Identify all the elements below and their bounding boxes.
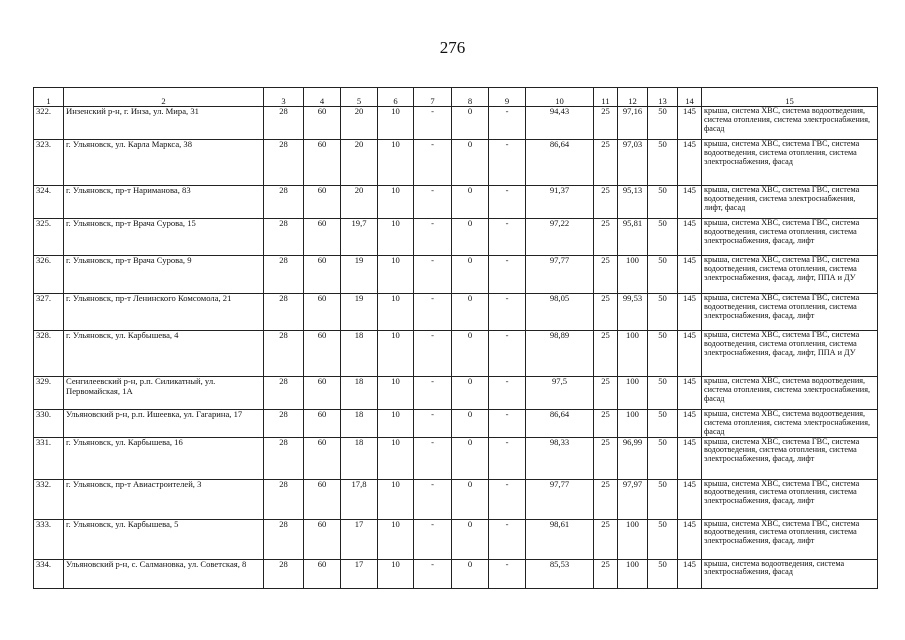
works-cell: крыша, система ХВС, система ГВС, система водоотведения, система отопления, система электроснабжения, фасад, лифт [702, 294, 878, 331]
value-cell-c7: - [414, 410, 452, 438]
value-cell-c7: - [414, 256, 452, 294]
value-cell-c10: 86,64 [526, 410, 594, 438]
value-cell-c4: 60 [304, 331, 341, 377]
value-cell-c10: 98,61 [526, 519, 594, 559]
value-cell-c8: 0 [452, 377, 489, 410]
value-cell-c10: 97,5 [526, 377, 594, 410]
value-cell-c13: 50 [648, 479, 678, 519]
value-cell-c14: 145 [678, 140, 702, 186]
value-cell-c5: 19 [341, 256, 378, 294]
value-cell-c11: 25 [594, 437, 618, 479]
header-cell-13: 13 [648, 88, 678, 107]
value-cell-c13: 50 [648, 219, 678, 256]
value-cell-c3: 28 [264, 219, 304, 256]
header-cell-8: 8 [452, 88, 489, 107]
value-cell-c8: 0 [452, 140, 489, 186]
value-cell-c3: 28 [264, 294, 304, 331]
value-cell-c4: 60 [304, 186, 341, 219]
value-cell-c5: 18 [341, 331, 378, 377]
works-cell: крыша, система ХВС, система ГВС, система водоотведения, система отопления, система электроснабжения, фасад [702, 140, 878, 186]
value-cell-c12: 99,53 [618, 294, 648, 331]
table-row [34, 256, 878, 294]
value-cell-c13: 50 [648, 519, 678, 559]
value-cell-c7: - [414, 107, 452, 140]
row-number: 333. [34, 519, 64, 559]
header-cell-3: 3 [264, 88, 304, 107]
works-cell: крыша, система ХВС, система ГВС, система водоотведения, система отопления, система электроснабжения, фасад, лифт [702, 479, 878, 519]
value-cell-c3: 28 [264, 107, 304, 140]
value-cell-c5: 17 [341, 519, 378, 559]
value-cell-c10: 85,53 [526, 559, 594, 588]
value-cell-c4: 60 [304, 377, 341, 410]
address-cell: г. Ульяновск, ул. Карбышева, 16 [64, 437, 264, 479]
value-cell-c8: 0 [452, 410, 489, 438]
table-row [34, 186, 878, 219]
header-cell-5: 5 [341, 88, 378, 107]
address-cell: Ульяновский р-н, с. Салмановка, ул. Советская, 8 [64, 559, 264, 588]
header-cell-12: 12 [618, 88, 648, 107]
table-row [34, 219, 878, 256]
address-cell: г. Ульяновск, ул. Карбышева, 5 [64, 519, 264, 559]
value-cell-c11: 25 [594, 219, 618, 256]
value-cell-c7: - [414, 559, 452, 588]
value-cell-c11: 25 [594, 294, 618, 331]
table-row [34, 437, 878, 479]
value-cell-c12: 95,81 [618, 219, 648, 256]
value-cell-c7: - [414, 519, 452, 559]
value-cell-c3: 28 [264, 519, 304, 559]
value-cell-c8: 0 [452, 559, 489, 588]
value-cell-c9: - [489, 519, 526, 559]
register-table [33, 87, 878, 589]
value-cell-c9: - [489, 107, 526, 140]
value-cell-c7: - [414, 331, 452, 377]
value-cell-c13: 50 [648, 559, 678, 588]
value-cell-c3: 28 [264, 256, 304, 294]
row-number: 331. [34, 437, 64, 479]
value-cell-c10: 97,22 [526, 219, 594, 256]
value-cell-c8: 0 [452, 294, 489, 331]
table-row [34, 294, 878, 331]
value-cell-c5: 18 [341, 437, 378, 479]
value-cell-c8: 0 [452, 219, 489, 256]
address-cell: г. Ульяновск, пр-т Ленинского Комсомола, 21 [64, 294, 264, 331]
value-cell-c7: - [414, 140, 452, 186]
value-cell-c12: 100 [618, 331, 648, 377]
value-cell-c14: 145 [678, 559, 702, 588]
header-cell-15: 15 [702, 88, 878, 107]
value-cell-c12: 100 [618, 256, 648, 294]
row-number: 327. [34, 294, 64, 331]
works-cell: крыша, система ХВС, система водоотведения, система отопления, система электроснабжения, фасад [702, 377, 878, 410]
value-cell-c10: 98,89 [526, 331, 594, 377]
value-cell-c5: 17,8 [341, 479, 378, 519]
value-cell-c10: 86,64 [526, 140, 594, 186]
value-cell-c13: 50 [648, 107, 678, 140]
value-cell-c8: 0 [452, 437, 489, 479]
value-cell-c14: 145 [678, 256, 702, 294]
address-cell: г. Ульяновск, пр-т Врача Сурова, 15 [64, 219, 264, 256]
value-cell-c12: 100 [618, 519, 648, 559]
value-cell-c13: 50 [648, 140, 678, 186]
value-cell-c10: 94,43 [526, 107, 594, 140]
value-cell-c13: 50 [648, 331, 678, 377]
value-cell-c3: 28 [264, 186, 304, 219]
value-cell-c11: 25 [594, 479, 618, 519]
value-cell-c6: 10 [378, 519, 414, 559]
value-cell-c9: - [489, 479, 526, 519]
value-cell-c9: - [489, 410, 526, 438]
value-cell-c13: 50 [648, 186, 678, 219]
row-number: 323. [34, 140, 64, 186]
value-cell-c12: 100 [618, 559, 648, 588]
works-cell: крыша, система ХВС, система водоотведения, система отопления, система электроснабжения, фасад [702, 107, 878, 140]
value-cell-c10: 97,77 [526, 256, 594, 294]
value-cell-c3: 28 [264, 559, 304, 588]
table-row [34, 519, 878, 559]
value-cell-c14: 145 [678, 294, 702, 331]
value-cell-c11: 25 [594, 256, 618, 294]
value-cell-c9: - [489, 186, 526, 219]
table-row [34, 559, 878, 588]
value-cell-c4: 60 [304, 559, 341, 588]
header-cell-10: 10 [526, 88, 594, 107]
value-cell-c9: - [489, 294, 526, 331]
value-cell-c9: - [489, 140, 526, 186]
value-cell-c11: 25 [594, 140, 618, 186]
works-cell: крыша, система ХВС, система ГВС, система водоотведения, система отопления, система электроснабжения, фасад, лифт, ППА и ДУ [702, 331, 878, 377]
value-cell-c10: 98,33 [526, 437, 594, 479]
value-cell-c4: 60 [304, 437, 341, 479]
value-cell-c9: - [489, 219, 526, 256]
value-cell-c6: 10 [378, 140, 414, 186]
value-cell-c7: - [414, 219, 452, 256]
value-cell-c8: 0 [452, 256, 489, 294]
table-row [34, 331, 878, 377]
value-cell-c11: 25 [594, 107, 618, 140]
value-cell-c9: - [489, 377, 526, 410]
value-cell-c9: - [489, 437, 526, 479]
value-cell-c3: 28 [264, 331, 304, 377]
value-cell-c11: 25 [594, 410, 618, 438]
value-cell-c8: 0 [452, 107, 489, 140]
value-cell-c14: 145 [678, 437, 702, 479]
header-row [34, 88, 878, 107]
value-cell-c5: 19 [341, 294, 378, 331]
row-number: 329. [34, 377, 64, 410]
value-cell-c5: 20 [341, 140, 378, 186]
value-cell-c13: 50 [648, 410, 678, 438]
address-cell: г. Ульяновск, пр-т Нариманова, 83 [64, 186, 264, 219]
value-cell-c6: 10 [378, 331, 414, 377]
value-cell-c3: 28 [264, 479, 304, 519]
address-cell: г. Ульяновск, ул. Карбышева, 4 [64, 331, 264, 377]
value-cell-c4: 60 [304, 294, 341, 331]
value-cell-c4: 60 [304, 219, 341, 256]
header-cell-2: 2 [64, 88, 264, 107]
works-cell: крыша, система ХВС, система водоотведения, система отопления, система электроснабжения, фасад [702, 410, 878, 438]
value-cell-c10: 97,77 [526, 479, 594, 519]
value-cell-c5: 20 [341, 186, 378, 219]
value-cell-c7: - [414, 377, 452, 410]
value-cell-c4: 60 [304, 107, 341, 140]
header-cell-4: 4 [304, 88, 341, 107]
table-body [34, 107, 878, 589]
row-number: 332. [34, 479, 64, 519]
row-number: 322. [34, 107, 64, 140]
table-row [34, 140, 878, 186]
value-cell-c9: - [489, 559, 526, 588]
value-cell-c8: 0 [452, 186, 489, 219]
value-cell-c12: 100 [618, 410, 648, 438]
value-cell-c6: 10 [378, 256, 414, 294]
value-cell-c8: 0 [452, 331, 489, 377]
value-cell-c3: 28 [264, 377, 304, 410]
value-cell-c4: 60 [304, 479, 341, 519]
value-cell-c5: 18 [341, 410, 378, 438]
value-cell-c5: 19,7 [341, 219, 378, 256]
value-cell-c7: - [414, 479, 452, 519]
header-cell-11: 11 [594, 88, 618, 107]
value-cell-c14: 145 [678, 479, 702, 519]
value-cell-c14: 145 [678, 377, 702, 410]
table-row [34, 107, 878, 140]
value-cell-c14: 145 [678, 331, 702, 377]
value-cell-c11: 25 [594, 331, 618, 377]
value-cell-c6: 10 [378, 437, 414, 479]
value-cell-c3: 28 [264, 410, 304, 438]
value-cell-c5: 18 [341, 377, 378, 410]
value-cell-c12: 95,13 [618, 186, 648, 219]
value-cell-c9: - [489, 331, 526, 377]
value-cell-c6: 10 [378, 186, 414, 219]
value-cell-c7: - [414, 437, 452, 479]
value-cell-c13: 50 [648, 294, 678, 331]
value-cell-c4: 60 [304, 140, 341, 186]
value-cell-c6: 10 [378, 107, 414, 140]
value-cell-c10: 98,05 [526, 294, 594, 331]
value-cell-c14: 145 [678, 186, 702, 219]
value-cell-c3: 28 [264, 140, 304, 186]
address-cell: г. Ульяновск, пр-т Врача Сурова, 9 [64, 256, 264, 294]
value-cell-c3: 28 [264, 437, 304, 479]
row-number: 324. [34, 186, 64, 219]
value-cell-c5: 17 [341, 559, 378, 588]
works-cell: крыша, система водоотведения, система электроснабжения, фасад [702, 559, 878, 588]
value-cell-c14: 145 [678, 107, 702, 140]
value-cell-c6: 10 [378, 559, 414, 588]
page-number: 276 [439, 38, 466, 57]
table-row [34, 479, 878, 519]
value-cell-c12: 97,16 [618, 107, 648, 140]
row-number: 330. [34, 410, 64, 438]
value-cell-c6: 10 [378, 377, 414, 410]
address-cell: г. Ульяновск, пр-т Авиастроителей, 3 [64, 479, 264, 519]
value-cell-c12: 97,97 [618, 479, 648, 519]
value-cell-c12: 96,99 [618, 437, 648, 479]
value-cell-c4: 60 [304, 256, 341, 294]
value-cell-c11: 25 [594, 519, 618, 559]
value-cell-c5: 20 [341, 107, 378, 140]
value-cell-c8: 0 [452, 519, 489, 559]
value-cell-c4: 60 [304, 410, 341, 438]
header-cell-6: 6 [378, 88, 414, 107]
address-cell: Инзенский р-н, г. Инза, ул. Мира, 31 [64, 107, 264, 140]
value-cell-c7: - [414, 294, 452, 331]
value-cell-c7: - [414, 186, 452, 219]
row-number: 325. [34, 219, 64, 256]
works-cell: крыша, система ХВС, система ГВС, система водоотведения, система отопления, система электроснабжения, фасад, лифт [702, 519, 878, 559]
address-cell: Сенгилеевский р-н, р.п. Силикатный, ул. Первомайская, 1А [64, 377, 264, 410]
value-cell-c11: 25 [594, 186, 618, 219]
value-cell-c6: 10 [378, 294, 414, 331]
value-cell-c6: 10 [378, 410, 414, 438]
row-number: 334. [34, 559, 64, 588]
value-cell-c11: 25 [594, 377, 618, 410]
works-cell: крыша, система ХВС, система ГВС, система водоотведения, система отопления, система электроснабжения, фасад, лифт [702, 437, 878, 479]
value-cell-c14: 145 [678, 219, 702, 256]
value-cell-c9: - [489, 256, 526, 294]
value-cell-c14: 145 [678, 410, 702, 438]
table-row [34, 410, 878, 438]
table-row [34, 377, 878, 410]
value-cell-c14: 145 [678, 519, 702, 559]
header-cell-9: 9 [489, 88, 526, 107]
row-number: 328. [34, 331, 64, 377]
works-cell: крыша, система ХВС, система ГВС, система водоотведения, система отопления, система электроснабжения, фасад, лифт, ППА и ДУ [702, 256, 878, 294]
table-header [34, 88, 878, 107]
address-cell: Ульяновский р-н, р.п. Ишеевка, ул. Гагарина, 17 [64, 410, 264, 438]
value-cell-c13: 50 [648, 256, 678, 294]
value-cell-c11: 25 [594, 559, 618, 588]
address-cell: г. Ульяновск, ул. Карла Маркса, 38 [64, 140, 264, 186]
value-cell-c13: 50 [648, 437, 678, 479]
header-cell-14: 14 [678, 88, 702, 107]
value-cell-c12: 97,03 [618, 140, 648, 186]
works-cell: крыша, система ХВС, система ГВС, система водоотведения, система отопления, система электроснабжения, фасад, лифт [702, 219, 878, 256]
works-cell: крыша, система ХВС, система ГВС, система водоотведения, система электроснабжения, лифт, фасад [702, 186, 878, 219]
value-cell-c4: 60 [304, 519, 341, 559]
value-cell-c10: 91,37 [526, 186, 594, 219]
value-cell-c13: 50 [648, 377, 678, 410]
header-cell-7: 7 [414, 88, 452, 107]
value-cell-c6: 10 [378, 479, 414, 519]
value-cell-c8: 0 [452, 479, 489, 519]
header-cell-1: 1 [34, 88, 64, 107]
value-cell-c6: 10 [378, 219, 414, 256]
value-cell-c12: 100 [618, 377, 648, 410]
row-number: 326. [34, 256, 64, 294]
